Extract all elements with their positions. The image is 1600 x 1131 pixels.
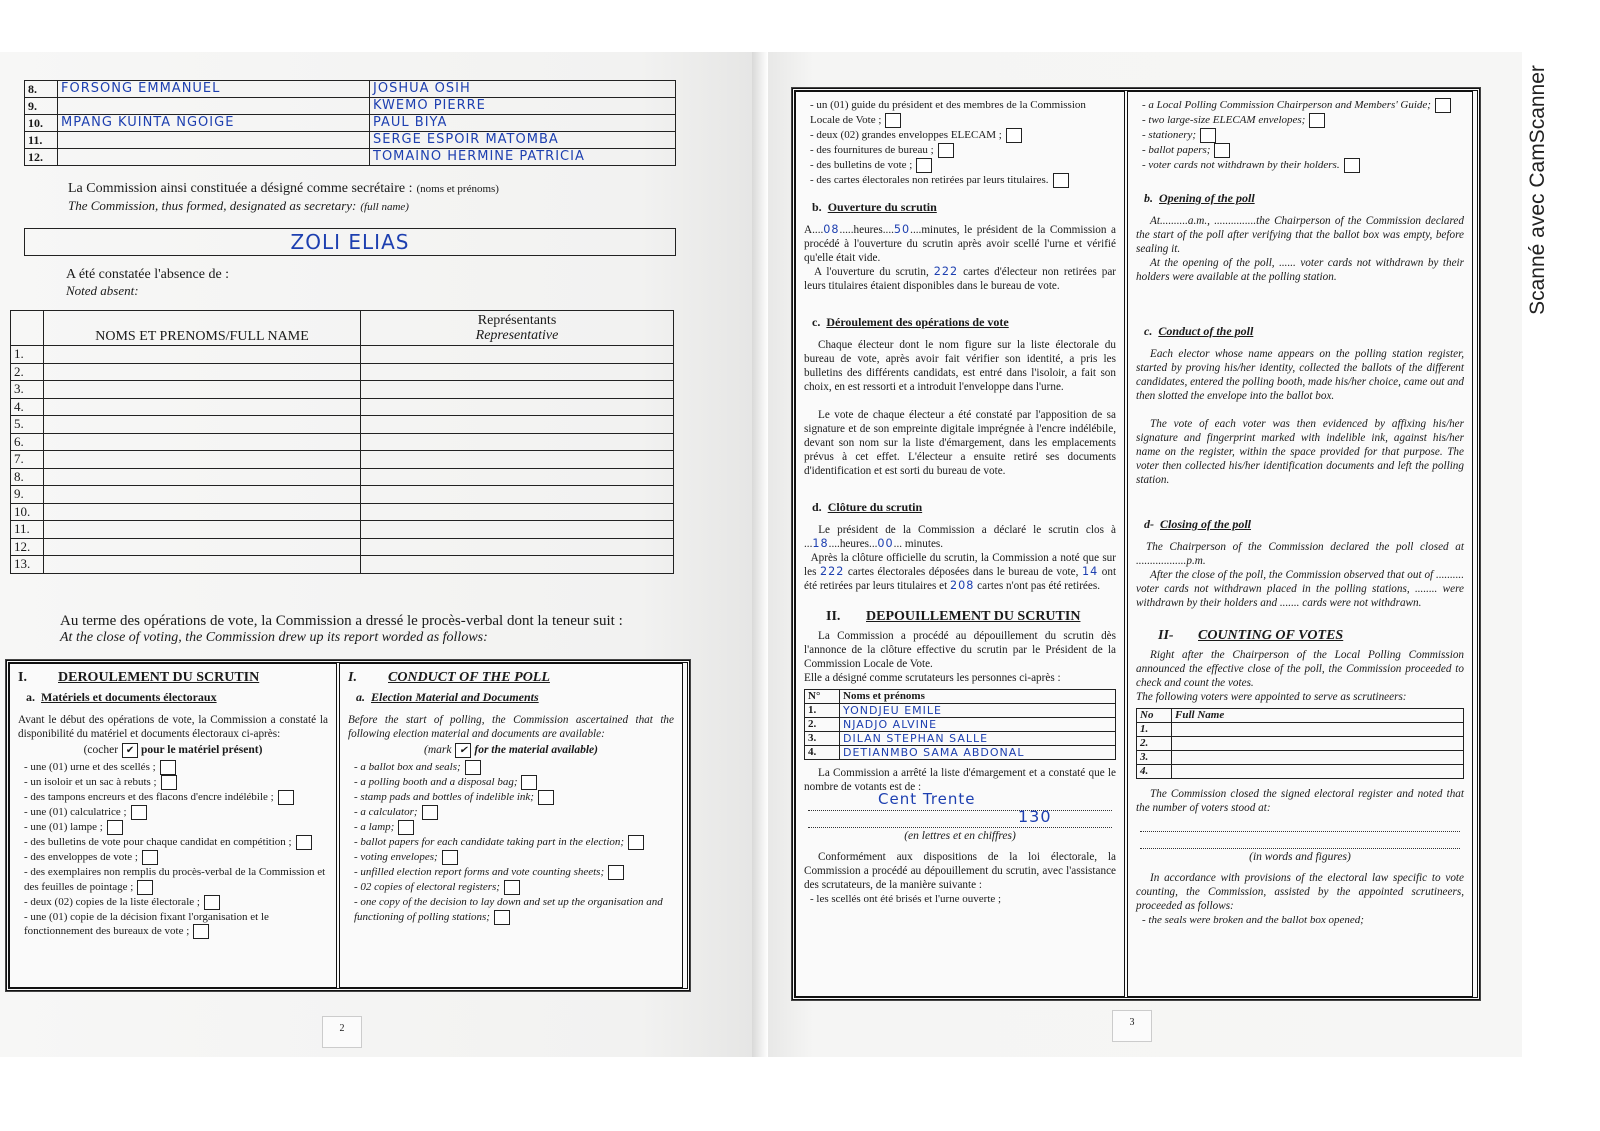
checkbox[interactable] <box>628 835 644 850</box>
material-item: - a lamp; <box>354 820 674 835</box>
absent-name-cell[interactable] <box>44 486 361 504</box>
row-number: 3. <box>11 381 44 399</box>
scrutineer-row: 1. YONDJEU EMILE <box>805 703 1116 717</box>
absent-row <box>11 486 674 504</box>
closing-text-fr: Le président de la Commission a déclaré le scrutin clos à ...18....heures...00... minutes. Après la clôture officielle du scrutin, la Commission a noté que sur les 222 cartes électorales déposées dans le bureau de vote, 14 ont été retirées par leurs titulaires et 208 cartes n'ont pas été retirées. <box>804 523 1117 592</box>
absent-row <box>11 398 674 416</box>
opening-cards[interactable]: 222 <box>933 264 959 278</box>
scrutineers-table-fr: N° Noms et prénoms 1. YONDJEU EMILE 2. NJADJO ALVINE 3. DILAN STEPHAN SALLE 4. DETIANMBO SAMA ABDONAL <box>804 689 1116 760</box>
checkbox[interactable] <box>494 910 510 925</box>
section-i-box <box>6 660 690 991</box>
absent-name-cell[interactable] <box>44 346 361 364</box>
material-item: - une (01) urne et des scellés ; <box>24 760 328 775</box>
material-item: - stamp pads and bottles of indelible ink; <box>354 790 674 805</box>
watermark-text: Scanné avec CamScanner <box>1526 65 1549 315</box>
absent-name-cell[interactable] <box>44 538 361 556</box>
section-i-en: I. CONDUCT OF THE POLL a. Election Material and Documents Before the start of polling, the Commission ascertained that the following election material and documents are available: (mark ✔ for the material available) - a ballot box and seals; - a polling booth and a disposal bag; - stamp pads and bottles of indelible ink; - a calculator; - a lamp; - ballot papers for each candidate taking part in the election; - voting envelopes; - unfilled election report forms and vote counting sheets; - 02 copies of electoral registers; - one copy of the decision to lay down and set up the organisation and functioning of polling stations; <box>339 663 683 988</box>
absent-row <box>11 363 674 381</box>
voters-figures-field[interactable]: 130 <box>808 811 1112 828</box>
closing-minutes[interactable]: 00 <box>877 536 894 550</box>
material-item: - a ballot box and seals; <box>354 760 674 775</box>
absent-row <box>11 538 674 556</box>
material-item: - des enveloppes de vote ; <box>24 850 328 865</box>
page-number-left: 2 <box>322 1016 362 1048</box>
sample-check-icon <box>455 743 471 758</box>
material-item: - une (01) copie de la décision fixant l'organisation et le fonctionnement des bureaux de vote ; <box>24 910 269 938</box>
secretary-label: La Commission ainsi constituée a désigné comme secrétaire : (noms et prénoms) The Commission, thus formed, designated as secretary: (full name) <box>68 181 499 213</box>
material-item: - un isoloir et un sac à rebuts ; <box>24 775 328 790</box>
report-intro: Au terme des opérations de vote, la Commission a dressé le procès-verbal dont la teneur suit : At the close of voting, the Commission drew up its report worded as follows: <box>60 613 623 645</box>
absent-row <box>11 433 674 451</box>
camscanner-watermark <box>1508 40 1568 340</box>
absent-rep-cell[interactable] <box>361 346 674 364</box>
material-item: - voter cards not withdrawn by their holders. <box>1142 158 1464 173</box>
member-row <box>25 115 676 132</box>
absent-rep-header: Représentants Representative <box>361 311 674 346</box>
checkbox[interactable] <box>608 865 624 880</box>
member-name-col1[interactable]: MPANG KUINTA NGOIGE <box>58 115 370 132</box>
scrutineer-row: 3. DILAN STEPHAN SALLE <box>805 731 1116 745</box>
row-number: 2. <box>11 363 44 381</box>
scrutineer-row: 4. <box>1137 765 1464 779</box>
member-name-col1[interactable] <box>58 149 370 166</box>
material-item: - stationery; <box>1142 128 1464 143</box>
absent-rep-cell[interactable] <box>361 416 674 434</box>
checkbox[interactable] <box>504 880 520 895</box>
material-item: - ballot papers for each candidate taking part in the election; <box>354 835 674 850</box>
scrutineer-row: 4. DETIANMBO SAMA ABDONAL <box>805 745 1116 759</box>
checkbox[interactable] <box>938 143 954 158</box>
checkbox[interactable] <box>137 880 153 895</box>
scrutineers-table-en: No Full Name 1. 2. 3. 4. <box>1136 708 1464 779</box>
member-name-col2[interactable]: TOMAINO HERMINE PATRICIA <box>370 149 676 166</box>
absent-row <box>11 346 674 364</box>
section-title-en: I. CONDUCT OF THE POLL <box>348 670 550 685</box>
closing-hours[interactable]: 18 <box>812 536 829 550</box>
absent-rep-cell[interactable] <box>361 363 674 381</box>
member-name-col1[interactable] <box>58 132 370 149</box>
absent-name-cell[interactable] <box>44 398 361 416</box>
scrutineer-name[interactable] <box>1172 765 1464 779</box>
checkbox[interactable] <box>161 775 177 790</box>
absent-rep-cell[interactable] <box>361 381 674 399</box>
checkbox[interactable] <box>1344 158 1360 173</box>
absent-name-cell[interactable] <box>44 416 361 434</box>
member-row <box>25 81 676 98</box>
checkbox[interactable] <box>296 835 312 850</box>
member-row <box>25 132 676 149</box>
absent-row <box>11 521 674 539</box>
material-item: - des bulletins de vote pour chaque candidat en compétition ; <box>24 835 328 850</box>
material-item: - 02 copies of electoral registers; <box>354 880 674 895</box>
checkbox[interactable] <box>442 850 458 865</box>
material-item: - des tampons encreurs et des flacons d'encre indélébile ; <box>24 790 328 805</box>
secretary-name: ZOLI ELIAS <box>290 230 410 254</box>
checkbox[interactable] <box>160 760 176 775</box>
scrutineer-name[interactable]: YONDJEU EMILE <box>840 703 1116 717</box>
absent-name-header: NOMS ET PRENOMS/FULL NAME <box>44 311 361 346</box>
checkbox[interactable] <box>1309 113 1325 128</box>
absent-rep-cell[interactable] <box>361 503 674 521</box>
material-item: - des fournitures de bureau ; <box>810 143 1116 158</box>
absent-label: A été constatée l'absence de : Noted absent: <box>66 267 230 298</box>
checkbox[interactable] <box>1435 98 1451 113</box>
absent-rep-cell[interactable] <box>361 451 674 469</box>
right-col-en: - a Local Polling Commission Chairperson and Members' Guide; - two large-size ELECAM envelopes; - stationery; - ballot papers; - voter cards not withdrawn by their holders. b. Opening of the poll At..........a.m., ...............the Chairperson of the Commission declared the start of the poll after verifying that the ballot box was empty, before sealing it. At the opening of the poll, ...... voter cards not withdrawn by their holders were available at the polling station. c. Conduct of the poll Each elector whose name appears on the polling station register, started by proving his/her identity, collected the ballots of the different candidates, entered the polling booth, made his/her choice, came out and then slotted the envelope into the ballot box. The vote of each voter was then evidenced by affixing his/her signature and fingerprint marked with indelible ink, against his/her name on the register, within the space provided for that purpose. The voter then collected his/her identification documents and left the polling station. d- Closing of the poll The Chairperson of the Commission declared the poll closed at ..................p.m. After the close of the poll, the Commission observed that out of .......... voter cards not withdrawn placed in the polling stations, ........ were withdrawn by their holders and ....... cards were not withdrawn. II- COUNTING OF VOTES Right after the Chairperson of the Local Polling Commission announced the effective close of the poll, the Commission proceeded to check and count the votes. The following voters were appointed to serve as scrutineers: No Full Name 1. 2. 3. 4. The Commission closed the signed electoral register and noted that the number of voters stood at: (in words and figures) In accordance with provisions of the electoral law specific to vote counting, the Commission, assisted by the appointed scrutineers, proceeded as follows: - the seals were broken and the ballot box opened; <box>1127 91 1473 997</box>
material-item: - two large-size ELECAM envelopes; <box>1142 113 1464 128</box>
subsection-title-fr: a. Matériels et documents électoraux <box>26 690 217 704</box>
row-number: 8. <box>11 468 44 486</box>
absent-rep-cell[interactable] <box>361 538 674 556</box>
row-number: 9. <box>11 486 44 504</box>
opening-minutes[interactable]: 50 <box>893 222 911 236</box>
material-item: - unfilled election report forms and vote counting sheets; <box>354 865 674 880</box>
row-number: 10. <box>25 115 58 132</box>
instruction-fr: (cocher ✔ pour le matériel présent) <box>18 743 328 758</box>
material-item: - a polling booth and a disposal bag; <box>354 775 674 790</box>
subsection-title-en: a. Election Material and Documents <box>356 690 539 704</box>
member-name-col2[interactable]: KWEMO PIERRE <box>370 98 676 115</box>
absent-rep-cell[interactable] <box>361 468 674 486</box>
row-number: 7. <box>11 451 44 469</box>
checkbox[interactable] <box>204 895 220 910</box>
material-list-en-cont <box>1136 98 1464 173</box>
row-number: 9. <box>25 98 58 115</box>
material-item: - voting envelopes; <box>354 850 674 865</box>
checkbox[interactable] <box>538 790 554 805</box>
absent-table <box>10 310 674 574</box>
page-number-right: 3 <box>1112 1010 1152 1042</box>
material-item: - a Local Polling Commission Chairperson and Members' Guide; <box>1142 98 1464 113</box>
cards-deposited[interactable]: 222 <box>819 564 845 578</box>
absent-row <box>11 416 674 434</box>
scrutineer-name[interactable] <box>1172 751 1464 765</box>
checkbox[interactable] <box>107 820 123 835</box>
section-title-fr: I. DEROULEMENT DU SCRUTIN <box>18 670 260 685</box>
voters-words-field-en[interactable] <box>1140 815 1460 832</box>
material-item: - un (01) guide du président et des membres de la Commission Locale de Vote ; <box>810 99 1086 126</box>
scrutineer-row: 2. NJADJO ALVINE <box>805 717 1116 731</box>
checkbox[interactable] <box>131 805 147 820</box>
scrutineer-name[interactable]: DETIANMBO SAMA ABDONAL <box>840 745 1116 759</box>
absent-name-cell[interactable] <box>44 433 361 451</box>
material-list-fr-cont <box>804 98 1116 188</box>
absent-row <box>11 468 674 486</box>
row-number: 11. <box>25 132 58 149</box>
row-number: 11. <box>11 521 44 539</box>
absent-num-header <box>11 311 44 346</box>
absent-rep-cell[interactable] <box>361 433 674 451</box>
scrutineer-row: 1. <box>1137 723 1464 737</box>
checkbox[interactable] <box>278 790 294 805</box>
opening-hours[interactable]: 08 <box>823 222 840 236</box>
material-item: - one copy of the decision to lay down and set up the organisation and functioning of polling stations; <box>354 896 663 923</box>
right-page-box <box>792 88 1480 1000</box>
material-item: - ballot papers; <box>1142 143 1464 158</box>
checkbox[interactable] <box>521 775 537 790</box>
page-gutter <box>752 52 768 1057</box>
checkbox[interactable] <box>885 113 901 128</box>
row-number: 1. <box>11 346 44 364</box>
material-item: - une (01) lampe ; <box>24 820 328 835</box>
checkbox[interactable] <box>398 820 414 835</box>
absent-row <box>11 503 674 521</box>
row-number: 12. <box>11 538 44 556</box>
material-item: - a calculator; <box>354 805 674 820</box>
member-name-col2[interactable]: PAUL BIYA <box>370 115 676 132</box>
member-row <box>25 98 676 115</box>
member-name-col2[interactable]: JOSHUA OSIH <box>370 81 676 98</box>
checkbox[interactable] <box>142 850 158 865</box>
absent-name-cell[interactable] <box>44 468 361 486</box>
absent-name-cell[interactable] <box>44 381 361 399</box>
right-col-fr: - un (01) guide du président et des membres de la Commission Locale de Vote ; - deux (02) grandes enveloppes ELECAM ; - des fournitures de bureau ; - des bulletins de vote ; - des cartes électorales non retirées par leurs titulaires. b. Ouverture du scrutin A....08.....heures....50....minutes, le président de la Commission a procédé à l'ouverture du scrutin après avoir scellé l'urne et vérifié qu'elle était vide. A l'ouverture du scrutin, 222 cartes d'électeur non retirées par leurs titulaires étaient disponibles dans le bureau de vote. c. Déroulement des opérations de vote Chaque électeur dont le nom figure sur la liste électorale du bureau de vote, après avoir fait vérifier son identité, a pris les bulletins des différents candidats, est entré dans l'isoloir, a fait son choix, en est ressorti et a introduit l'enveloppe dans l'urne. Le vote de chaque électeur a été constaté par l'apposition de sa signature et de son empreinte digitale imprégnée à l'encre indélébile, devant son nom sur la liste d'émargement, dans les emplacements prévus à cet effet. L'électeur a ensuite retiré ses documents d'identification et est sorti du bureau de vote. d. Clôture du scrutin Le président de la Commission a déclaré le scrutin clos à ...18....heures...00... minutes. Après la clôture officielle du scrutin, la Commission a noté que sur les 222 cartes électorales déposées dans le bureau de vote, 14 ont été retirées par leurs titulaires et 208 cartes n'ont pas été retirées. II. DEPOUILLEMENT DU SCRUTIN La Commission a procédé au dépouillement du scrutin dès l'annonce de la clôture effective du scrutin par le Président de la Commission Locale de Vote. Elle a désigné comme scrutateurs les personnes ci-après : N° Noms et prénoms 1. YONDJEU EMILE 2. NJADJO ALVINE 3. DILAN STEPHAN SALLE 4. DETIANMBO SAMA ABDONAL La Commission a arrêté la liste d'émargement et a constaté que le nombre de votants est de : Cent Trente 130 (en lettres et en chiffres) Conformément aux dispositions de la loi électorale, la Commission a procédé au dépouillement du scrutin, avec l'assistance des scrutateurs, de la manière suivante : - les scellés ont été brisés et l'urne ouverte ; <box>795 91 1125 997</box>
member-row <box>25 149 676 166</box>
absent-row <box>11 381 674 399</box>
row-number: 8. <box>25 81 58 98</box>
cards-withdrawn[interactable]: 14 <box>1081 564 1099 578</box>
voters-words-field[interactable]: Cent Trente <box>808 794 1112 811</box>
row-number: 10. <box>11 503 44 521</box>
row-number: 5. <box>11 416 44 434</box>
absent-name-cell[interactable] <box>44 556 361 574</box>
absent-row <box>11 556 674 574</box>
absent-rep-cell[interactable] <box>361 398 674 416</box>
row-number: 4. <box>11 398 44 416</box>
absent-rep-cell[interactable] <box>361 486 674 504</box>
absent-rep-cell[interactable] <box>361 556 674 574</box>
checkbox[interactable] <box>465 760 481 775</box>
checkbox[interactable] <box>1053 173 1069 188</box>
absent-rep-cell[interactable] <box>361 521 674 539</box>
section-i-fr: I. DEROULEMENT DU SCRUTIN a. Matériels et documents électoraux Avant le début des opérations de vote, la Commission a constaté la disponibilité du matériel et documents électoraux ci-après: (cocher ✔ pour le matériel présent) - une (01) urne et des scellés ; - un isoloir et un sac à rebuts ; - des tampons encreurs et des flacons d'encre indélébile ; - une (01) calculatrice ; - une (01) lampe ; - des bulletins de vote pour chaque candidat en compétition ; - des enveloppes de vote ; - des exemplaires non remplis du procès-verbal de la Commission et des feuilles de pointage ; - deux (02) copies de la liste électorale ; - une (01) copie de la décision fixant l'organisation et le fonctionnement des bureaux de vote ; <box>9 663 337 988</box>
scrutineer-name[interactable] <box>1172 723 1464 737</box>
row-number: 12. <box>25 149 58 166</box>
material-item: - une (01) calculatrice ; <box>24 805 328 820</box>
material-list-en <box>348 760 674 925</box>
member-name-col1[interactable]: FORSONG EMMANUEL <box>58 81 370 98</box>
opening-text-fr: A....08.....heures....50....minutes, le président de la Commission a procédé à l'ouverture du scrutin après avoir scellé l'urne et vérifié qu'elle était vide. A l'ouverture du scrutin, 222 cartes d'électeur non retirées par leurs titulaires étaient disponibles dans le bureau de vote. <box>804 222 1117 292</box>
absent-name-cell[interactable] <box>44 451 361 469</box>
member-name-col1[interactable] <box>58 98 370 115</box>
checkbox[interactable] <box>1200 128 1216 143</box>
checkbox[interactable] <box>193 924 209 939</box>
member-name-col2[interactable]: SERGE ESPOIR MATOMBA <box>370 132 676 149</box>
sample-check-icon <box>122 743 138 758</box>
material-item: - des exemplaires non remplis du procès-verbal de la Commission et des feuilles de pointage ; <box>24 866 326 893</box>
material-list-fr <box>18 760 328 939</box>
cards-not-withdrawn[interactable]: 208 <box>950 578 975 592</box>
material-item: - deux (02) grandes enveloppes ELECAM ; <box>810 128 1116 143</box>
secretary-field[interactable] <box>24 228 676 256</box>
scrutineer-row: 3. <box>1137 751 1464 765</box>
absent-name-cell[interactable] <box>44 521 361 539</box>
absent-row <box>11 451 674 469</box>
row-number: 6. <box>11 433 44 451</box>
checkbox[interactable] <box>1214 143 1230 158</box>
checkbox[interactable] <box>1006 128 1022 143</box>
scrutineer-name[interactable]: NJADJO ALVINE <box>840 717 1116 731</box>
absent-name-cell[interactable] <box>44 503 361 521</box>
absent-name-cell[interactable] <box>44 363 361 381</box>
voters-figures-field-en[interactable] <box>1140 832 1460 849</box>
instruction-en: (mark ✔ for the material available) <box>348 743 674 758</box>
checkbox[interactable] <box>916 158 932 173</box>
scrutineer-row: 2. <box>1137 737 1464 751</box>
scrutineer-name[interactable] <box>1172 737 1464 751</box>
checkbox[interactable] <box>422 805 438 820</box>
scrutineer-name[interactable]: DILAN STEPHAN SALLE <box>840 731 1116 745</box>
material-item: - des cartes électorales non retirées par leurs titulaires. <box>810 173 1116 188</box>
members-table <box>24 80 676 166</box>
material-item: - des bulletins de vote ; <box>810 158 1116 173</box>
row-number: 13. <box>11 556 44 574</box>
material-item: - deux (02) copies de la liste électorale ; <box>24 895 328 910</box>
